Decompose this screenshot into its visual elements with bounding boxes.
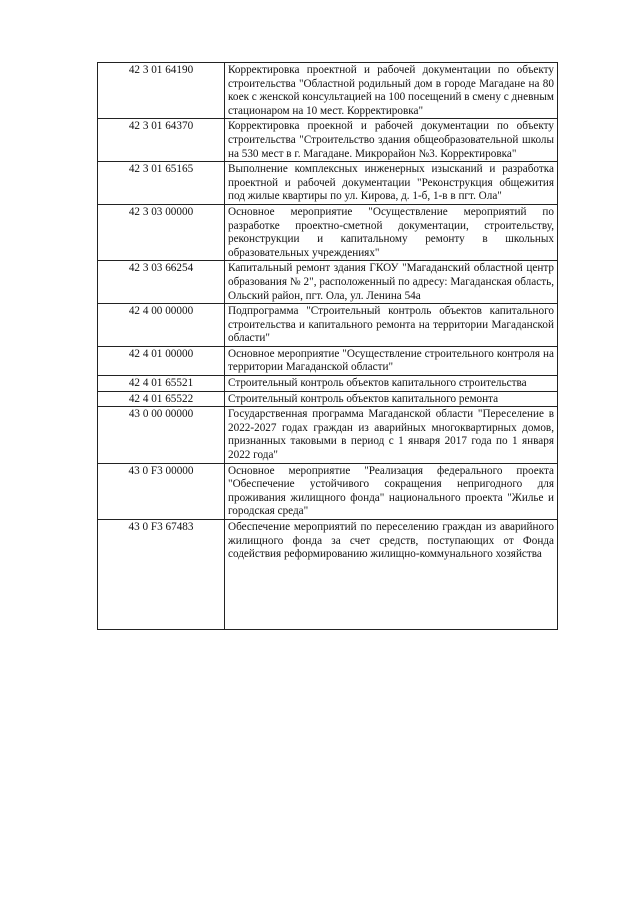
code-cell: 43 0 F3 00000 [98,463,225,519]
budget-classification-table [97,62,558,630]
code-cell: 42 3 03 00000 [98,204,225,260]
description-cell: Основное мероприятие "Осуществление строительного контроля на территории Магаданской области" [225,346,558,375]
description-cell: Корректировка проекной и рабочей документации по объекту строительства "Строительство здания общеобразовательной школы на 530 мест в г. Магадане. Микрорайон №3. Корректировка" [225,119,558,162]
code-cell: 42 4 00 00000 [98,304,225,347]
table-row [98,162,558,205]
description-cell: Корректировка проектной и рабочей документации по объекту строительства "Областной родильный дом в городе Магадане на 80 коек с женской консультацией на 100 посещений в смену с дневным стационаром на 10 мест. Корректировка" [225,63,558,119]
code-cell: 42 4 01 65521 [98,376,225,392]
table-row [98,304,558,347]
table-row [98,346,558,375]
table-row [98,63,558,119]
table-row [98,376,558,392]
description-cell: Строительный контроль объектов капитального строительства [225,376,558,392]
description-cell: Капитальный ремонт здания ГКОУ "Магаданский областной центр образования № 2", расположенный по адресу: Магаданская область, Ольский район, пгт. Ола, ул. Ленина 54а [225,261,558,304]
description-cell: Подпрограмма "Строительный контроль объектов капитального строительства и капитального ремонта на территории Магаданской области" [225,304,558,347]
description-cell: Основное мероприятие "Осуществление мероприятий по разработке проектно-сметной документации, строительству, реконструкции и капитальному ремонту в школьных образовательных учреждениях" [225,204,558,260]
code-cell: 42 4 01 65522 [98,391,225,407]
code-cell: 42 3 01 64190 [98,63,225,119]
table-row [98,204,558,260]
table-row [98,261,558,304]
table-row [98,391,558,407]
code-cell: 42 3 01 64370 [98,119,225,162]
description-cell: Государственная программа Магаданской области "Переселение в 2022-2027 годах граждан из аварийных многоквартирных домов, признанных таковыми в период с 1 января 2017 года по 1 января 2022 года" [225,407,558,463]
description-cell: Обеспечение мероприятий по переселению граждан из аварийного жилищного фонда за счет средств, поступающих от Фонда содействия реформированию жилищно-коммунального хозяйства [225,520,558,630]
table-row [98,119,558,162]
table-row [98,407,558,463]
code-cell: 42 3 01 65165 [98,162,225,205]
description-cell: Строительный контроль объектов капитального ремонта [225,391,558,407]
code-cell: 43 0 F3 67483 [98,520,225,630]
table-row [98,463,558,519]
code-cell: 43 0 00 00000 [98,407,225,463]
description-cell: Основное мероприятие "Реализация федерального проекта "Обеспечение устойчивого сокращения непригодного для проживания жилищного фонда" национального проекта "Жилье и городская среда" [225,463,558,519]
code-cell: 42 4 01 00000 [98,346,225,375]
table-row [98,520,558,630]
description-cell: Выполнение комплексных инженерных изысканий и разработка проектной и рабочей документации "Реконструкция общежития под жилые квартиры по ул. Кирова, д. 1-б, 1-в в пгт. Ола" [225,162,558,205]
code-cell: 42 3 03 66254 [98,261,225,304]
